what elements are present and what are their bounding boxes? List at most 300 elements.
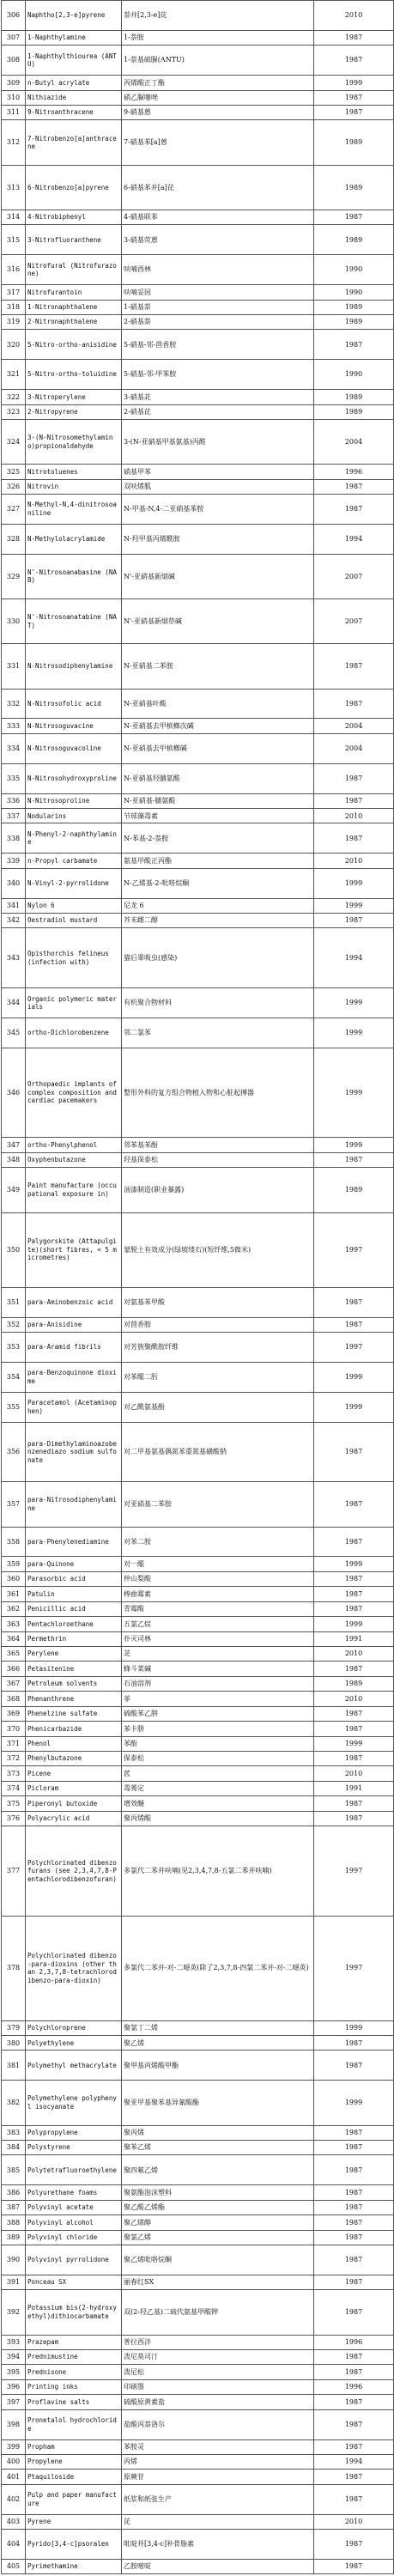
english-name: Polyacrylic acid [26,1811,122,1826]
chinese-name: 聚氨酯泡沫塑料 [122,2185,314,2200]
chinese-name: 苉 [122,1766,314,1781]
chinese-name: 泼尼莫司汀 [122,2349,314,2364]
year: 1987 [314,2365,394,2379]
chinese-name: 1-萘胺 [122,30,314,45]
english-name: Polyurethane foams [26,2185,122,2200]
row-number: 310 [2,90,26,105]
year: 1997 [314,1826,394,1917]
table-row [2,1781,394,1795]
table-row [2,2081,394,2125]
english-name: Polymethylene polyphenyl isocyanate [26,2081,122,2125]
table-row [2,1571,394,1586]
english-name: Phenanthrene [26,1692,122,1706]
chinese-name: 呋喃西林 [122,255,314,285]
row-number: 405 [2,2559,26,2573]
english-name: Polypropylene [26,2125,122,2140]
chinese-name: 3-硝基苝 [122,390,314,404]
english-name: Organic polymeric materials [26,988,122,1018]
chinese-name: 7-硝基苯[a]蒽 [122,120,314,165]
year: 1987 [314,210,394,224]
chinese-name: 普拉西泮 [122,2335,314,2349]
english-name: Perylene [26,1646,122,1661]
year: 1987 [314,1662,394,1676]
year: 2007 [314,599,394,644]
chinese-name: 整形外科的复方组合物植入物和心脏起搏器 [122,1048,314,1138]
table-row [2,2379,394,2394]
chinese-name: 对芳族聚酰胺纤维 [122,1333,314,1363]
row-number: 392 [2,2290,26,2335]
row-number: 395 [2,2365,26,2379]
english-name: Prazepam [26,2335,122,2349]
english-name: N-Nitrosohydroxyproline [26,763,122,793]
row-number: 400 [2,2454,26,2469]
chinese-name: 吡啶并[3,4-c]补骨脂素 [122,2530,314,2560]
row-number: 323 [2,404,26,419]
row-number: 325 [2,465,26,479]
year: 1994 [314,928,394,988]
chinese-name: 增效醚 [122,1796,314,1811]
row-number: 356 [2,1422,26,1482]
english-name: Naphtho[2,3-e]pyrene [26,1,122,31]
row-number: 349 [2,1168,26,1212]
english-name: 2-Nitropyrene [26,404,122,419]
row-number: 334 [2,733,26,763]
english-name: Proflavine salts [26,2395,122,2409]
chinese-name: 呋喃妥因 [122,285,314,300]
chinese-name: 多氯代二苯并呋喃(见2,3,4,7,8-五氯二苯并呋喃) [122,1826,314,1917]
row-number: 384 [2,2141,26,2155]
table-row [2,1676,394,1691]
year: 1987 [314,46,394,76]
chinese-name: 猫后睾吸虫(感染) [122,928,314,988]
table-row [2,1018,394,1048]
table-row [2,255,394,285]
english-name: para-Phenylenediamine [26,1527,122,1557]
chinese-name: 乙胺嘧啶 [122,2559,314,2573]
table-row [2,360,394,390]
row-number: 398 [2,2409,26,2439]
row-number: 388 [2,2215,26,2230]
english-name: 7-Nitrobenzo[a]anthracene [26,120,122,165]
row-number: 306 [2,1,26,31]
chinese-name: 萘并[2,3-e]芘 [122,1,314,31]
chinese-name: 毒莠定 [122,1781,314,1795]
row-number: 333 [2,719,26,733]
year: 1987 [314,30,394,45]
chinese-name: 青霉酸 [122,1601,314,1616]
table-row [2,809,394,823]
english-name: para-Nitrosodiphenylamine [26,1482,122,1527]
row-number: 338 [2,823,26,854]
row-number: 342 [2,914,26,928]
year: 1987 [314,823,394,854]
year: 1987 [314,495,394,525]
row-number: 389 [2,2230,26,2245]
chinese-name: 聚乙烯醇 [122,2215,314,2230]
row-number: 311 [2,105,26,119]
english-name: 3-Nitrofluoranthene [26,225,122,255]
year: 1991 [314,1631,394,1646]
row-number: 401 [2,2470,26,2484]
english-name: Phenylbutazone [26,1751,122,1765]
english-name: N-Methylolacrylamide [26,524,122,554]
chinese-name: N-乙烯基-2-吡咯烷酮 [122,868,314,898]
chinese-name: 1-硝基萘 [122,300,314,314]
chinese-name: N-亚硝基去甲槟榔次碱 [122,719,314,733]
chinese-name: 对茴香胺 [122,1317,314,1332]
year: 1999 [314,2020,394,2035]
year: 2004 [314,719,394,733]
row-number: 316 [2,255,26,285]
table-row [2,465,394,479]
table-row [2,2409,394,2439]
table-row [2,210,394,224]
table-row [2,719,394,733]
row-number: 335 [2,763,26,793]
year: 1987 [314,1796,394,1811]
row-number: 307 [2,30,26,45]
table-row [2,30,394,45]
table-row [2,76,394,90]
row-number: 371 [2,1736,26,1751]
english-name: Picloram [26,1781,122,1795]
table-row [2,2335,394,2349]
english-name: Polychloroprene [26,2020,122,2035]
year: 1987 [314,2409,394,2439]
chinese-name: 对氨基苯甲酸 [122,1287,314,1317]
english-name: Phenol [26,1736,122,1751]
english-name: 1-Nitronaphthalene [26,300,122,314]
english-name: 3-Nitroperylene [26,390,122,404]
english-name: Phenicarbazide [26,1722,122,1736]
table-row [2,2185,394,2200]
table-row [2,898,394,913]
year: 1987 [314,1706,394,1721]
year: 1987 [314,1722,394,1736]
english-name: Polychlorinated dibenzo-para-dioxins (other than 2,3,7,8-tetrachlorodibenzo-para-dioxin) [26,1916,122,2020]
chinese-name: 6-硝基苯并[a]芘 [122,165,314,210]
table-row [2,554,394,598]
row-number: 312 [2,120,26,165]
chinese-name: 仲山梨酸 [122,1571,314,1586]
chinese-name: 3-硝基荧蒽 [122,225,314,255]
year: 1987 [314,2141,394,2155]
chinese-name: 邻苯基苯酚 [122,1138,314,1152]
english-name: Orthopaedic implants of complex composition and cardiac pacemakers [26,1048,122,1138]
table-row [2,90,394,105]
row-number: 359 [2,1557,26,1571]
table-row [2,733,394,763]
table-row [2,495,394,525]
table-row [2,2484,394,2514]
chinese-name: 扑灭司林 [122,1631,314,1646]
table-row [2,1317,394,1332]
chinese-name: 盐酸丙萘洛尔 [122,2409,314,2439]
chinese-name: 菲 [122,1692,314,1706]
english-name: Permethrin [26,1631,122,1646]
year: 1989 [314,120,394,165]
chinese-name: 4-硝基联苯 [122,210,314,224]
table-row [2,2215,394,2230]
table-row [2,2036,394,2050]
row-number: 354 [2,1362,26,1392]
year: 1991 [314,1781,394,1795]
row-number: 387 [2,2200,26,2215]
table-row [2,1766,394,1781]
table-row [2,2470,394,2484]
chinese-name: N-亚硝基去甲槟榔碱 [122,733,314,763]
english-name: Nodularins [26,809,122,823]
row-number: 336 [2,793,26,808]
year: 1987 [314,644,394,689]
row-number: 346 [2,1048,26,1138]
chinese-name: 蜂斗菜碱 [122,1662,314,1676]
row-number: 314 [2,210,26,224]
table-row [2,1168,394,1212]
table-row [2,419,394,464]
year: 1999 [314,1138,394,1152]
table-row [2,1287,394,1317]
row-number: 329 [2,554,26,598]
table-row [2,314,394,329]
table-row [2,763,394,793]
year: 2004 [314,419,394,464]
english-name: Pyrimethamine [26,2559,122,2573]
year: 1987 [314,2155,394,2185]
english-name: para-Aminobenzoic acid [26,1287,122,1317]
row-number: 394 [2,2349,26,2364]
english-name: Polyethylene [26,2036,122,2050]
table-row [2,2530,394,2560]
table-row [2,644,394,689]
chinese-name: 3-(N-亚硝基甲基氨基)丙醛 [122,419,314,464]
row-number: 381 [2,2050,26,2081]
row-number: 365 [2,1646,26,1661]
english-name: 6-Nitrobenzo[a]pyrene [26,165,122,210]
chinese-name: 1-萘基硫脲(ANTU) [122,46,314,76]
english-name: Pyrido[3,4-c]psoralen [26,2530,122,2560]
row-number: 330 [2,599,26,644]
table-body [2,1,394,2574]
english-name: N-Nitrosoguvacine [26,719,122,733]
chinese-name: 聚甲基丙烯酸甲酯 [122,2050,314,2081]
chinese-name: 9-硝基蒽 [122,105,314,119]
year: 1999 [314,1048,394,1138]
table-row [2,689,394,719]
year: 1987 [314,2200,394,2215]
chinese-name: 对一醌 [122,1557,314,1571]
table-row [2,1392,394,1422]
chinese-name: N'-亚硝基新烟碱 [122,554,314,598]
chinese-name: 丙烯 [122,2454,314,2469]
chinese-name: 硝基甲苯 [122,465,314,479]
chinese-name: 原蕨苷 [122,2470,314,2484]
row-number: 391 [2,2275,26,2289]
chinese-name: 邻二氯苯 [122,1018,314,1048]
chinese-name: 5-硝基-邻-茴香胺 [122,330,314,360]
chinese-name: 聚丙烯 [122,2125,314,2140]
year: 1996 [314,2335,394,2349]
row-number: 348 [2,1152,26,1167]
english-name: n-Propyl carbamate [26,854,122,868]
table-row [2,1048,394,1138]
year: 1987 [314,90,394,105]
row-number: 308 [2,46,26,76]
chinese-name: 对苯二胺 [122,1527,314,1557]
year: 1999 [314,868,394,898]
english-name: N'-Nitrosoanabasine (NAB) [26,554,122,598]
table-row [2,1631,394,1646]
english-name: Nithiazide [26,90,122,105]
chinese-name: 节球藻毒素 [122,809,314,823]
row-number: 318 [2,300,26,314]
year: 1987 [314,2349,394,2364]
english-name: Penicillic acid [26,1601,122,1616]
row-number: 344 [2,988,26,1018]
year: 1987 [314,2050,394,2081]
row-number: 397 [2,2395,26,2409]
year: 1987 [314,1811,394,1826]
year: 2007 [314,554,394,598]
row-number: 360 [2,1571,26,1586]
table-row [2,2020,394,2035]
row-number: 363 [2,1617,26,1631]
table-row [2,1617,394,1631]
year: 1987 [314,2185,394,2200]
row-number: 340 [2,868,26,898]
year: 1994 [314,524,394,554]
chinese-name: 石油溶剂 [122,1676,314,1691]
english-name: Polytetrafluoroethylene [26,2155,122,2185]
english-name: Patulin [26,1587,122,1601]
table-row [2,225,394,255]
year: 1987 [314,2290,394,2335]
row-number: 328 [2,524,26,554]
year: 1987 [314,330,394,360]
chinese-name: 丙烯酸正丁酯 [122,76,314,90]
year: 2010 [314,1,394,31]
chinese-name: N-亚硝基-脯氨酸 [122,793,314,808]
row-number: 324 [2,419,26,464]
year: 1987 [314,1571,394,1586]
year: 1987 [314,2439,394,2454]
chinese-name: 印刷墨 [122,2379,314,2394]
chinese-name: 芥末雌二醇 [122,914,314,928]
english-name: Nitrovin [26,479,122,494]
year: 1990 [314,360,394,390]
year: 1989 [314,300,394,314]
table-row [2,854,394,868]
year: 1987 [314,2245,394,2275]
english-name: para-Benzoquinone dioxime [26,1362,122,1392]
table-row [2,404,394,419]
english-name: Paint manufacture (occupational exposure in) [26,1168,122,1212]
english-name: 2-Nitronaphthalene [26,314,122,329]
year: 1989 [314,390,394,404]
row-number: 403 [2,2514,26,2529]
year: 1990 [314,255,394,285]
row-number: 404 [2,2530,26,2560]
english-name: Pentachloroethane [26,1617,122,1631]
english-name: N-Phenyl-2-naphthylamine [26,823,122,854]
row-number: 373 [2,1766,26,1781]
chinese-name: N-亚硝基叶酸 [122,689,314,719]
row-number: 337 [2,809,26,823]
table-row [2,2395,394,2409]
row-number: 357 [2,1482,26,1527]
chinese-name: 泼尼松 [122,2365,314,2379]
table-row [2,120,394,165]
english-name: para-Aramid fibrils [26,1333,122,1363]
chinese-name: 双呋烯胍 [122,479,314,494]
english-name: 3-(N-Nitrosomethylamino)propionaldehyde [26,419,122,464]
chinese-name: 聚亚甲基聚苯基异氰酸酯 [122,2081,314,2125]
chinese-name: N-甲基-N,4-二亚硝基苯胺 [122,495,314,525]
row-number: 385 [2,2155,26,2185]
chinese-name: N-羟甲基丙烯酰胺 [122,524,314,554]
english-name: Paracetamol (Acetaminophen) [26,1392,122,1422]
year: 1987 [314,793,394,808]
row-number: 376 [2,1811,26,1826]
table-row [2,1557,394,1571]
row-number: 358 [2,1527,26,1557]
english-name: N-Vinyl-2-pyrrolidone [26,868,122,898]
row-number: 353 [2,1333,26,1363]
year: 1997 [314,1333,394,1363]
chinese-name: 芘 [122,2514,314,2529]
row-number: 367 [2,1676,26,1691]
table-row [2,793,394,808]
english-name: Nylon 6 [26,898,122,913]
year: 1987 [314,1287,394,1317]
row-number: 331 [2,644,26,689]
chinese-name: 对苯醌二肟 [122,1362,314,1392]
year: 2010 [314,1692,394,1706]
chinese-name: 油漆制造(职业暴露) [122,1168,314,1212]
year: 1987 [314,2530,394,2560]
table-row [2,1796,394,1811]
chinese-name: 尼龙 6 [122,898,314,913]
english-name: Palygorskite (Attapulgite)(short fibres, < 5 micrometres) [26,1212,122,1287]
table-row [2,914,394,928]
year: 1999 [314,988,394,1018]
english-name: Prednisone [26,2365,122,2379]
table-row [2,1138,394,1152]
english-name: 5-Nitro-ortho-anisidine [26,330,122,360]
table-row [2,1916,394,2020]
table-row [2,105,394,119]
table-row [2,330,394,360]
table-row [2,390,394,404]
english-name: ortho-Phenylphenol [26,1138,122,1152]
table-row [2,1527,394,1557]
english-name: 9-Nitroanthracene [26,105,122,119]
english-name: Propylene [26,2454,122,2469]
chinese-name: N'-亚硝基新烟草碱 [122,599,314,644]
table-row [2,823,394,854]
row-number: 320 [2,330,26,360]
english-name: Pyrene [26,2514,122,2529]
table-row [2,868,394,898]
year: 1987 [314,1317,394,1332]
row-number: 390 [2,2245,26,2275]
chinese-name: 硫酸原黄素盐 [122,2395,314,2409]
chinese-name: 保泰松 [122,1751,314,1765]
chinese-name: 蒙脱土有效成分(绿坡缕石)(短纤维,5微米) [122,1212,314,1287]
table-row [2,2454,394,2469]
table-row [2,988,394,1018]
year: 1987 [314,2559,394,2573]
